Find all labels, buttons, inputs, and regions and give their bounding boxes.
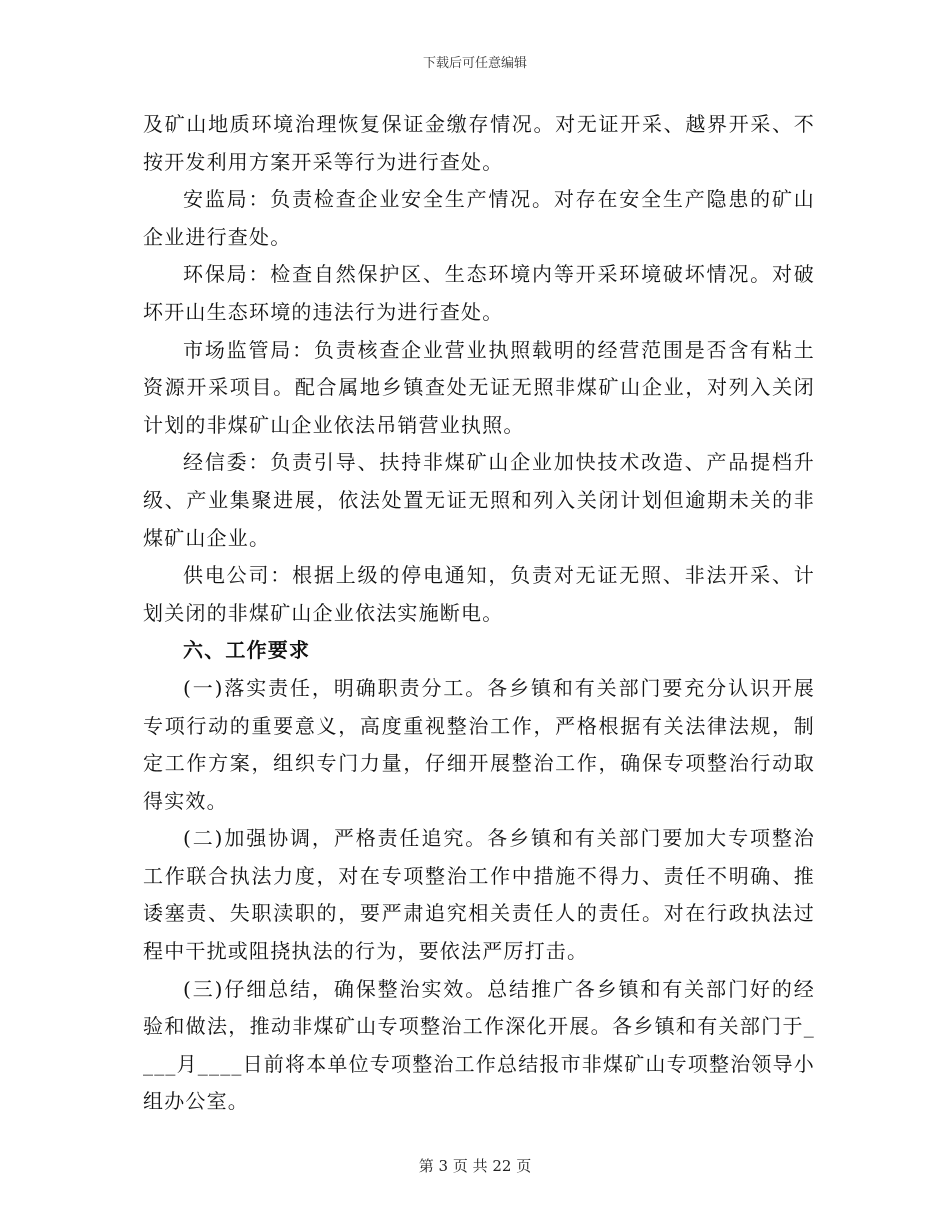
paragraph-economic-commission: 经信委：负责引导、扶持非煤矿山企业加快技术改造、产品提档升级、产业集聚进展，依法处置无证无照和列入关闭计划但逾期未关的非煤矿山企业。 — [143, 450, 815, 550]
paragraph-requirement-1: (一)落实责任，明确职责分工。各乡镇和有关部门要充分认识开展专项行动的重要意义，高度重视整治工作，严格根据有关法律法规，制定工作方案，组织专门力量，仔细开展整治工作，确保专项整治行动取得实效。 — [143, 675, 815, 813]
page-number-footer: 第 3 页 共 22 页 — [418, 1157, 532, 1175]
paragraph-requirement-3: (三)仔细总结，确保整治实效。总结推广各乡镇和有关部门好的经验和做法，推动非煤矿山专项整治工作深化开展。各乡镇和有关部门于____月____日前将本单位专项整治工作总结报市非煤矿山专项整治领导小组办公室。 — [143, 976, 815, 1114]
paragraph-continuation: 及矿山地质环境治理恢复保证金缴存情况。对无证开采、越界开采、不按开发利用方案开采等行为进行查处。 — [143, 112, 815, 174]
paragraph-requirement-2: (二)加强协调，严格责任追究。各乡镇和有关部门要加大专项整治工作联合执法力度，对在专项整治工作中措施不得力、责任不明确、推诿塞责、失职渎职的，要严肃追究相关责任人的责任。对在行政执法过程中干扰或阻挠执法的行为，要依法严厉打击。 — [143, 826, 815, 964]
page-header-note: 下载后可任意编辑 — [422, 56, 527, 71]
paragraph-power-company: 供电公司：根据上级的停电通知，负责对无证无照、非法开采、计划关闭的非煤矿山企业依法实施断电。 — [143, 563, 815, 625]
paragraph-market-supervision: 市场监管局：负责核查企业营业执照载明的经营范围是否含有粘土资源开采项目。配合属地乡镇查处无证无照非煤矿山企业，对列入关闭计划的非煤矿山企业依法吊销营业执照。 — [143, 337, 815, 437]
document-body — [143, 106, 815, 1121]
paragraph-environment-bureau: 环保局：检查自然保护区、生态环境内等开采环境破坏情况。对破坏开山生态环境的违法行为进行查处。 — [143, 262, 815, 324]
section-heading-work-requirements: 六、工作要求 — [183, 638, 311, 663]
paragraph-safety-bureau: 安监局：负责检查企业安全生产情况。对存在安全生产隐患的矿山企业进行查处。 — [143, 187, 815, 249]
